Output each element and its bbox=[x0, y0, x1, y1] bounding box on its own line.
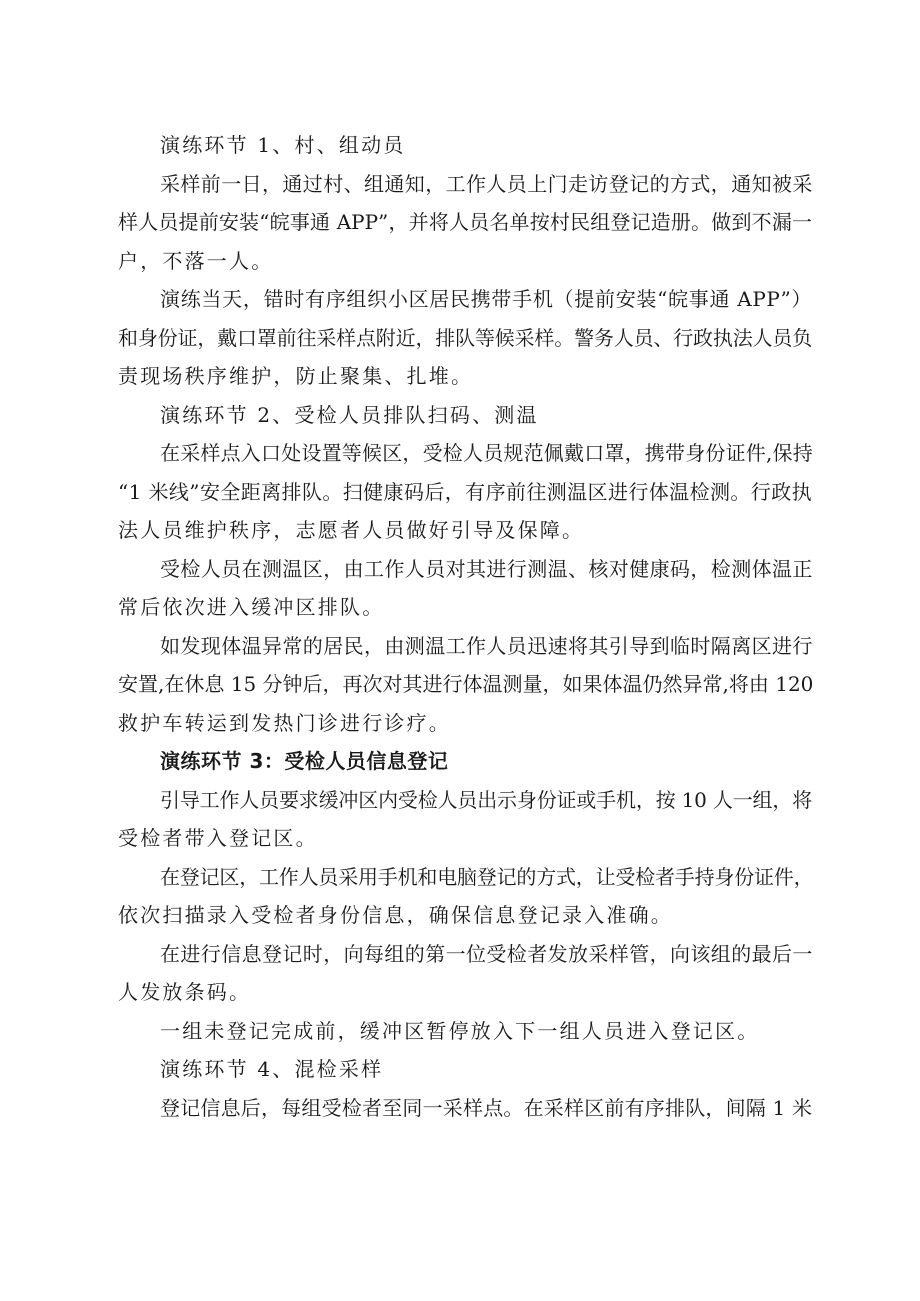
text-line: 户，不落一人。 bbox=[118, 248, 274, 273]
text-line: 在登记区，工作人员采用手机和电脑登记的方式，让受检者手持身份证件， bbox=[160, 864, 814, 889]
text-line: 救护车转运到发热门诊进行诊疗。 bbox=[118, 710, 451, 735]
text-line: 受检者带入登记区。 bbox=[118, 826, 318, 850]
text-line: 常后依次进入缓冲区排队。 bbox=[118, 595, 385, 619]
text-line: 样人员提前安装“皖事通 APP”，并将人员名单按村民组登记造册。做到不漏一 bbox=[118, 210, 812, 234]
text-line: 演练环节 1、村、组动员 bbox=[160, 133, 406, 157]
text-line: 依次扫描录入受检者身份信息，确保信息登记录入准确。 bbox=[118, 903, 673, 927]
text-line: 一组未登记完成前，缓冲区暂停放入下一组人员进入登记区。 bbox=[160, 1018, 760, 1043]
text-line: 如发现体温异常的居民，由测温工作人员迅速将其引导到临时隔离区进行 bbox=[160, 633, 813, 658]
text-line: 演练环节 2、受检人员排队扫码、测温 bbox=[160, 402, 539, 427]
text-line: 人发放条码。 bbox=[118, 980, 252, 1004]
text-line: 演练环节 4、混检采样 bbox=[160, 1057, 384, 1081]
document-body bbox=[118, 126, 812, 1127]
text-line: 在进行信息登记时，向每组的第一位受检者发放采样管，向该组的最后一 bbox=[160, 941, 813, 966]
text-line: 登记信息后，每组受检者至同一采样点。在采样区前有序排队，间隔 1 米 bbox=[160, 1095, 813, 1120]
text-line: 安置,在休息 15 分钟后，再次对其进行体温测量，如果体温仍然异常,将由 120 bbox=[118, 672, 814, 696]
text-line: “1 米线”安全距离排队。扫健康码后，有序前往测温区进行体温检测。行政执 bbox=[118, 479, 812, 504]
section-heading: 演练环节 3：受检人员信息登记 bbox=[160, 749, 449, 773]
text-line: 和身份证，戴口罩前往采样点附近，排队等候采样。警务人员、行政执法人员负 bbox=[118, 325, 812, 350]
text-line: 演练当天，错时有序组织小区居民携带手机（提前安装“皖事通 APP”） bbox=[160, 287, 812, 311]
text-line: 法人员维护秩序，志愿者人员做好引导及保障。 bbox=[118, 518, 585, 542]
text-line: 受检人员在测温区，由工作人员对其进行测温、核对健康码，检测体温正 bbox=[160, 556, 813, 581]
text-line: 采样前一日，通过村、组通知，工作人员上门走访登记的方式，通知被采 bbox=[160, 171, 813, 196]
text-line: 引导工作人员要求缓冲区内受检人员出示身份证或手机，按 10 人一组，将 bbox=[160, 787, 812, 812]
text-line: 责现场秩序维护，防止聚集、扎堆。 bbox=[118, 364, 474, 388]
text-line: 在采样点入口处设置等候区，受检人员规范佩戴口罩，携带身份证件,保持 bbox=[160, 441, 813, 465]
